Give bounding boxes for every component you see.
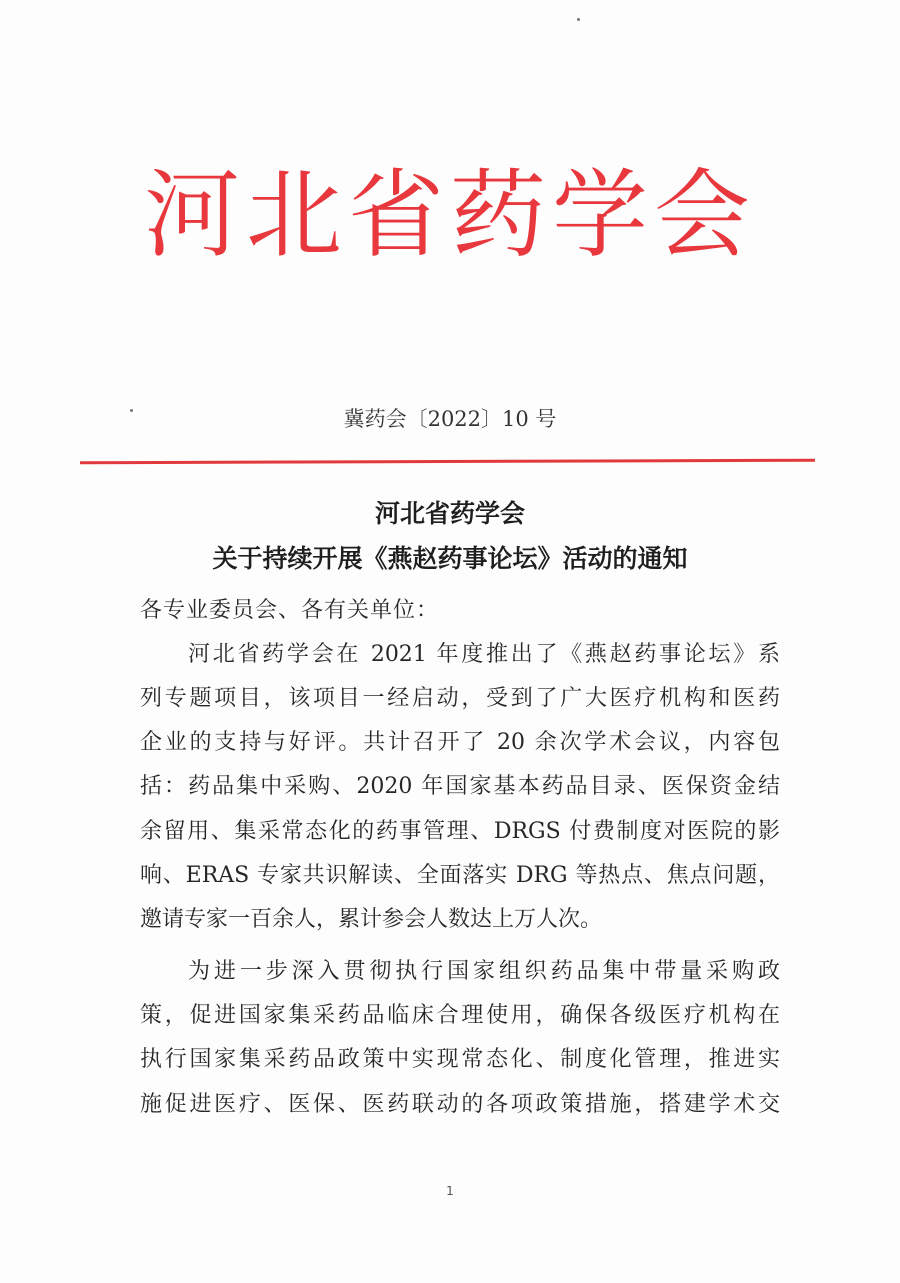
- paragraph-line: 列专题项目，该项目一经启动，受到了广大医疗机构和医药: [140, 686, 780, 711]
- document-number: 冀药会〔2022〕10 号: [343, 407, 557, 431]
- paragraph-line: 施促进医疗、医保、医药联动的各项政策措施，搭建学术交: [140, 1092, 780, 1117]
- page-number: 1: [446, 1184, 454, 1198]
- salutation: 各专业委员会、各有关单位：: [140, 598, 440, 623]
- paragraph-line: 邀请专家一百余人，累计参会人数达上万人次。: [140, 907, 603, 932]
- paragraph-line: 括：药品集中采购、2020 年国家基本药品目录、医保资金结: [140, 774, 780, 799]
- paragraph-line: 企业的支持与好评。共计召开了 20 余次学术会议，内容包: [140, 730, 780, 755]
- masthead-organization-name: 河北省药学会: [144, 159, 756, 271]
- notice-title-organization: 河北省药学会: [374, 499, 525, 528]
- notice-title-subject: 关于持续开展《燕赵药事论坛》活动的通知: [212, 544, 688, 573]
- scan-speck: [577, 18, 580, 21]
- paragraph-line: 余留用、集采常态化的药事管理、DRGS 付费制度对医院的影: [140, 819, 780, 844]
- red-separator-line: [80, 459, 815, 465]
- paragraph-line: 执行国家集采药品政策中实现常态化、制度化管理，推进实: [140, 1047, 780, 1072]
- paragraph-line: 策，促进国家集采药品临床合理使用，确保各级医疗机构在: [140, 1003, 780, 1028]
- paragraph-line: 响、ERAS 专家共识解读、全面落实 DRG 等热点、焦点问题，: [140, 863, 780, 888]
- paragraph-line: 河北省药学会在 2021 年度推出了《燕赵药事论坛》系: [188, 642, 780, 667]
- paragraph-line: 为进一步深入贯彻执行国家组织药品集中带量采购政: [188, 959, 780, 984]
